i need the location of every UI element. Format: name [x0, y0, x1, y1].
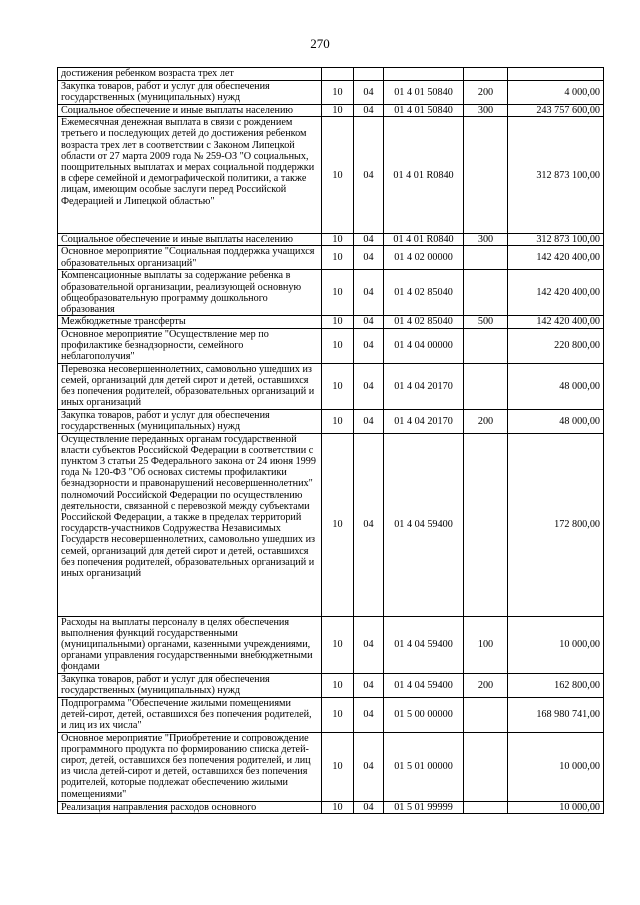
table-row [58, 117, 604, 234]
row-amount-cell: 10 000,00 [508, 732, 604, 801]
row-vr-cell: 300 [464, 234, 508, 246]
row-name-cell: Основное мероприятие "Осуществление мер по профилактике безнадзорности, семейного неблагополучия" [58, 328, 322, 363]
row-amount-cell: 162 800,00 [508, 673, 604, 697]
row-csr-cell: 01 5 01 00000 [384, 732, 464, 801]
row-csr-cell: 01 4 04 59400 [384, 616, 464, 673]
row-amount-cell: 4 000,00 [508, 81, 604, 105]
row-razdel-cell: 10 [322, 732, 354, 801]
row-vr-cell: 200 [464, 409, 508, 433]
row-podrazdel-cell: 04 [354, 328, 384, 363]
row-name-cell: Основное мероприятие "Социальная поддержка учащихся образовательных организаций" [58, 246, 322, 270]
row-podrazdel-cell: 04 [354, 732, 384, 801]
row-vr-cell: 300 [464, 105, 508, 117]
row-razdel-cell: 10 [322, 673, 354, 697]
row-podrazdel-cell: 04 [354, 409, 384, 433]
row-csr-cell: 01 4 01 R0840 [384, 234, 464, 246]
row-amount-cell: 312 873 100,00 [508, 117, 604, 234]
row-razdel-cell: 10 [322, 363, 354, 409]
row-csr-cell: 01 4 01 50840 [384, 105, 464, 117]
table-row [58, 673, 604, 697]
row-csr-cell [384, 68, 464, 81]
row-podrazdel-cell [354, 68, 384, 81]
row-podrazdel-cell: 04 [354, 117, 384, 234]
row-vr-cell [464, 328, 508, 363]
table-row [58, 270, 604, 316]
row-vr-cell: 200 [464, 81, 508, 105]
row-podrazdel-cell: 04 [354, 105, 384, 117]
table-row [58, 234, 604, 246]
row-amount-cell: 142 420 400,00 [508, 270, 604, 316]
row-vr-cell [464, 433, 508, 616]
row-razdel-cell: 10 [322, 616, 354, 673]
row-razdel-cell: 10 [322, 328, 354, 363]
row-csr-cell: 01 5 01 99999 [384, 801, 464, 813]
row-amount-cell: 48 000,00 [508, 363, 604, 409]
row-vr-cell [464, 68, 508, 81]
row-csr-cell: 01 4 02 85040 [384, 270, 464, 316]
table-row [58, 105, 604, 117]
row-razdel-cell: 10 [322, 801, 354, 813]
row-csr-cell: 01 4 02 00000 [384, 246, 464, 270]
row-podrazdel-cell: 04 [354, 616, 384, 673]
row-name-cell: достижения ребенком возраста трех лет [58, 68, 322, 81]
row-vr-cell: 500 [464, 316, 508, 328]
row-name-cell: Социальное обеспечение и иные выплаты населению [58, 234, 322, 246]
row-amount-cell: 220 800,00 [508, 328, 604, 363]
row-name-cell: Социальное обеспечение и иные выплаты населению [58, 105, 322, 117]
row-podrazdel-cell: 04 [354, 316, 384, 328]
budget-table-body [58, 68, 604, 814]
row-csr-cell: 01 4 01 R0840 [384, 117, 464, 234]
row-name-cell: Межбюджетные трансферты [58, 316, 322, 328]
row-vr-cell [464, 270, 508, 316]
row-podrazdel-cell: 04 [354, 270, 384, 316]
row-csr-cell: 01 4 04 59400 [384, 673, 464, 697]
table-row [58, 433, 604, 616]
row-podrazdel-cell: 04 [354, 81, 384, 105]
row-csr-cell: 01 4 02 85040 [384, 316, 464, 328]
row-name-cell: Перевозка несовершеннолетних, самовольно ушедших из семей, организаций для детей сирот и детей, оставшихся без попечения родителей, образовательных организаций и иных организаций [58, 363, 322, 409]
row-amount-cell: 10 000,00 [508, 801, 604, 813]
row-razdel-cell [322, 68, 354, 81]
row-razdel-cell: 10 [322, 234, 354, 246]
row-amount-cell: 312 873 100,00 [508, 234, 604, 246]
table-row [58, 697, 604, 732]
row-name-cell: Подпрограмма "Обеспечение жилыми помещениями детей-сирот, детей, оставшихся без попечения родителей, и лиц из их числа" [58, 697, 322, 732]
row-csr-cell: 01 4 04 00000 [384, 328, 464, 363]
table-row [58, 409, 604, 433]
table-row [58, 68, 604, 81]
row-amount-cell: 48 000,00 [508, 409, 604, 433]
row-podrazdel-cell: 04 [354, 234, 384, 246]
page-number: 270 [310, 36, 330, 51]
row-csr-cell: 01 4 01 50840 [384, 81, 464, 105]
row-name-cell: Закупка товаров, работ и услуг для обеспечения государственных (муниципальных) нужд [58, 409, 322, 433]
row-vr-cell [464, 246, 508, 270]
row-name-cell: Закупка товаров, работ и услуг для обеспечения государственных (муниципальных) нужд [58, 673, 322, 697]
row-vr-cell: 200 [464, 673, 508, 697]
row-podrazdel-cell: 04 [354, 363, 384, 409]
row-razdel-cell: 10 [322, 117, 354, 234]
table-row [58, 801, 604, 813]
row-podrazdel-cell: 04 [354, 697, 384, 732]
row-vr-cell [464, 117, 508, 234]
row-amount-cell [508, 68, 604, 81]
row-name-cell: Осуществление переданных органам государственной власти субъектов Российской Федерации в соответствии с пунктом 3 статьи 25 Федерального закона от 24 июня 1999 года № 120-ФЗ "Об основах системы профилактики безнадзорности и правонарушений несовершеннолетних" полномочий Российской Федерации по осуществлению деятельности, связанной с перевозкой между субъектами Российской Федерации, а также в пределах территорий государств-участников Содружества Независимых Государств несовершеннолетних, самовольно ушедших из семей, организаций для детей сирот и детей, оставшихся без попечения родителей, образовательных организаций и иных организаций [58, 433, 322, 616]
row-razdel-cell: 10 [322, 81, 354, 105]
row-vr-cell [464, 801, 508, 813]
row-vr-cell: 100 [464, 616, 508, 673]
row-name-cell: Реализация направления расходов основного [58, 801, 322, 813]
row-amount-cell: 142 420 400,00 [508, 246, 604, 270]
row-razdel-cell: 10 [322, 697, 354, 732]
row-podrazdel-cell: 04 [354, 801, 384, 813]
row-razdel-cell: 10 [322, 409, 354, 433]
row-razdel-cell: 10 [322, 105, 354, 117]
budget-table [57, 67, 604, 814]
table-row [58, 363, 604, 409]
table-row [58, 316, 604, 328]
row-csr-cell: 01 4 04 59400 [384, 433, 464, 616]
table-row [58, 328, 604, 363]
row-csr-cell: 01 4 04 20170 [384, 409, 464, 433]
table-row [58, 732, 604, 801]
row-amount-cell: 142 420 400,00 [508, 316, 604, 328]
row-name-cell: Компенсационные выплаты за содержание ребенка в образовательной организации, реализующей основную общеобразовательную программу дошкольного образования [58, 270, 322, 316]
row-podrazdel-cell: 04 [354, 433, 384, 616]
row-razdel-cell: 10 [322, 270, 354, 316]
table-row [58, 81, 604, 105]
row-name-cell: Расходы на выплаты персоналу в целях обеспечения выполнения функций государственными (муниципальными) органами, казенными учреждениями, органами управления государственными внебюджетными фондами [58, 616, 322, 673]
row-amount-cell: 243 757 600,00 [508, 105, 604, 117]
row-vr-cell [464, 697, 508, 732]
row-amount-cell: 10 000,00 [508, 616, 604, 673]
row-razdel-cell: 10 [322, 246, 354, 270]
row-name-cell: Основное мероприятие "Приобретение и сопровождение программного продукта по формированию списка детей-сирот, детей, оставшихся без попечения родителей, и лиц из числа детей-сирот и детей, оставшихся без попечения родителей, которые подлежат обеспечению жилыми помещениями" [58, 732, 322, 801]
row-csr-cell: 01 4 04 20170 [384, 363, 464, 409]
row-podrazdel-cell: 04 [354, 246, 384, 270]
row-amount-cell: 172 800,00 [508, 433, 604, 616]
table-row [58, 246, 604, 270]
row-csr-cell: 01 5 00 00000 [384, 697, 464, 732]
row-vr-cell [464, 732, 508, 801]
row-podrazdel-cell: 04 [354, 673, 384, 697]
table-row [58, 616, 604, 673]
row-amount-cell: 168 980 741,00 [508, 697, 604, 732]
row-name-cell: Закупка товаров, работ и услуг для обеспечения государственных (муниципальных) нужд [58, 81, 322, 105]
row-name-cell: Ежемесячная денежная выплата в связи с рождением третьего и последующих детей до достижения ребенком возраста трех лет в соответствии с Законом Липецкой области от 27 марта 2009 года № 259-ОЗ "О социальных, поощрительных выплатах и мерах социальной поддержки в сфере семейной и демографической политики, а также лицам, имеющим особые заслуги перед Российской Федерацией и Липецкой областью" [58, 117, 322, 234]
row-razdel-cell: 10 [322, 433, 354, 616]
row-razdel-cell: 10 [322, 316, 354, 328]
row-vr-cell [464, 363, 508, 409]
